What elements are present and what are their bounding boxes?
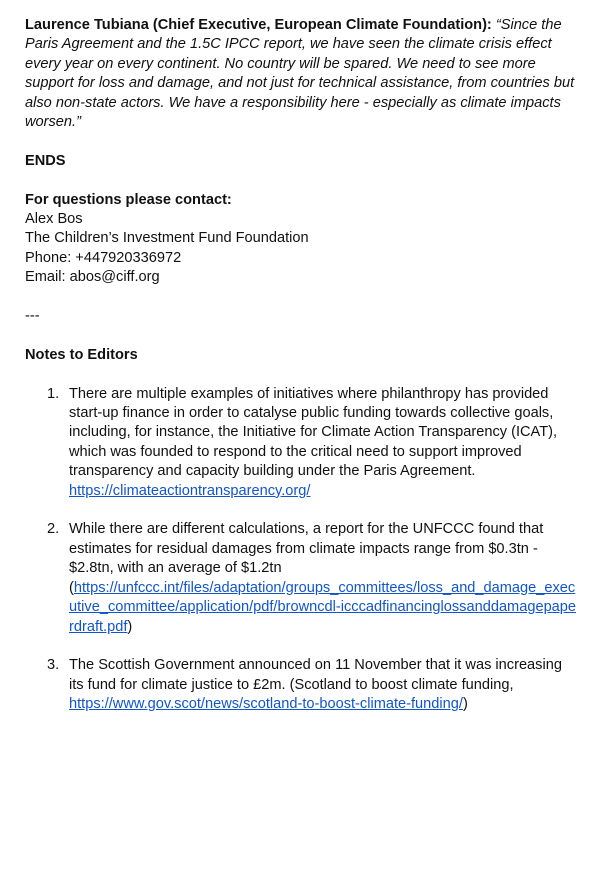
quote-text: “Since the Paris Agreement and the 1.5C IPCC report, we have seen the climate crisis effect every year on every continent. No country will be spared. We need to see more support for loss and damage, and not just for technical assistance, from countries but also non-state actors. We have a responsibility here - especially as climate impacts worsen.” [25, 17, 575, 131]
separator: --- [25, 308, 40, 325]
note-number: 3. [47, 657, 60, 674]
notes-heading: Notes to Editors [25, 346, 138, 363]
note-link-suffix: ) [127, 618, 133, 635]
note-text: While there are different calculations, a report for the UNFCCC found that estimates for residual damages from climate impacts range from $0.3tn - $2.8tn, with an average of $1.2tn [69, 521, 544, 577]
spacer [25, 326, 577, 345]
note-link-unfccc[interactable]: https://unfccc.int/files/adaptation/groups_committees/loss_and_damage_executive_committee/application/pdf/browncdl-icccadfinancinglossanddamagepaperdraft.pdf [69, 579, 577, 635]
note-item-1 [25, 385, 577, 501]
contact-heading: For questions please contact: [25, 191, 232, 208]
spacer [25, 637, 577, 656]
note-number: 2. [47, 521, 60, 538]
spacer [25, 365, 577, 384]
notes-list [25, 385, 577, 715]
contact-phone: Phone: +447920336972 [25, 249, 182, 266]
contact-block [25, 191, 577, 288]
contact-name: Alex Bos [25, 211, 83, 228]
contact-email: Email: abos@ciff.org [25, 269, 160, 286]
note-item-3 [25, 656, 577, 714]
note-text: There are multiple examples of initiatives where philanthropy has provided start-up finance in order to catalyse public funding towards collective goals, including, for instance, the Initiative for Climate Action Transparency (ICAT), which was founded to respond to the critical need to support improved transparency and capacity building under the Paris Agreement. [69, 385, 558, 480]
quote-speaker: Laurence Tubiana (Chief Executive, European Climate Foundation): [25, 17, 492, 33]
spacer [25, 132, 577, 151]
spacer [25, 171, 577, 190]
ends-marker: ENDS [25, 152, 66, 169]
note-link-prefix: ( [69, 579, 74, 596]
note-link-suffix: ) [462, 696, 468, 713]
contact-organisation: The Children’s Investment Fund Foundation [25, 230, 309, 247]
spacer [25, 288, 577, 307]
note-item-2 [25, 520, 577, 636]
spacer [25, 501, 577, 520]
note-link-scotland[interactable]: https://www.gov.scot/news/scotland-to-boost-climate-funding/ [69, 696, 463, 713]
quote-paragraph [25, 16, 577, 132]
note-text: The Scottish Government announced on 11 November that it was increasing its fund for climate justice to £2m. (Scotland to boost climate funding, [69, 657, 562, 693]
note-number: 1. [47, 385, 60, 402]
note-link-icat[interactable]: https://climateactiontransparency.org/ [69, 482, 311, 499]
document-page [25, 16, 577, 715]
